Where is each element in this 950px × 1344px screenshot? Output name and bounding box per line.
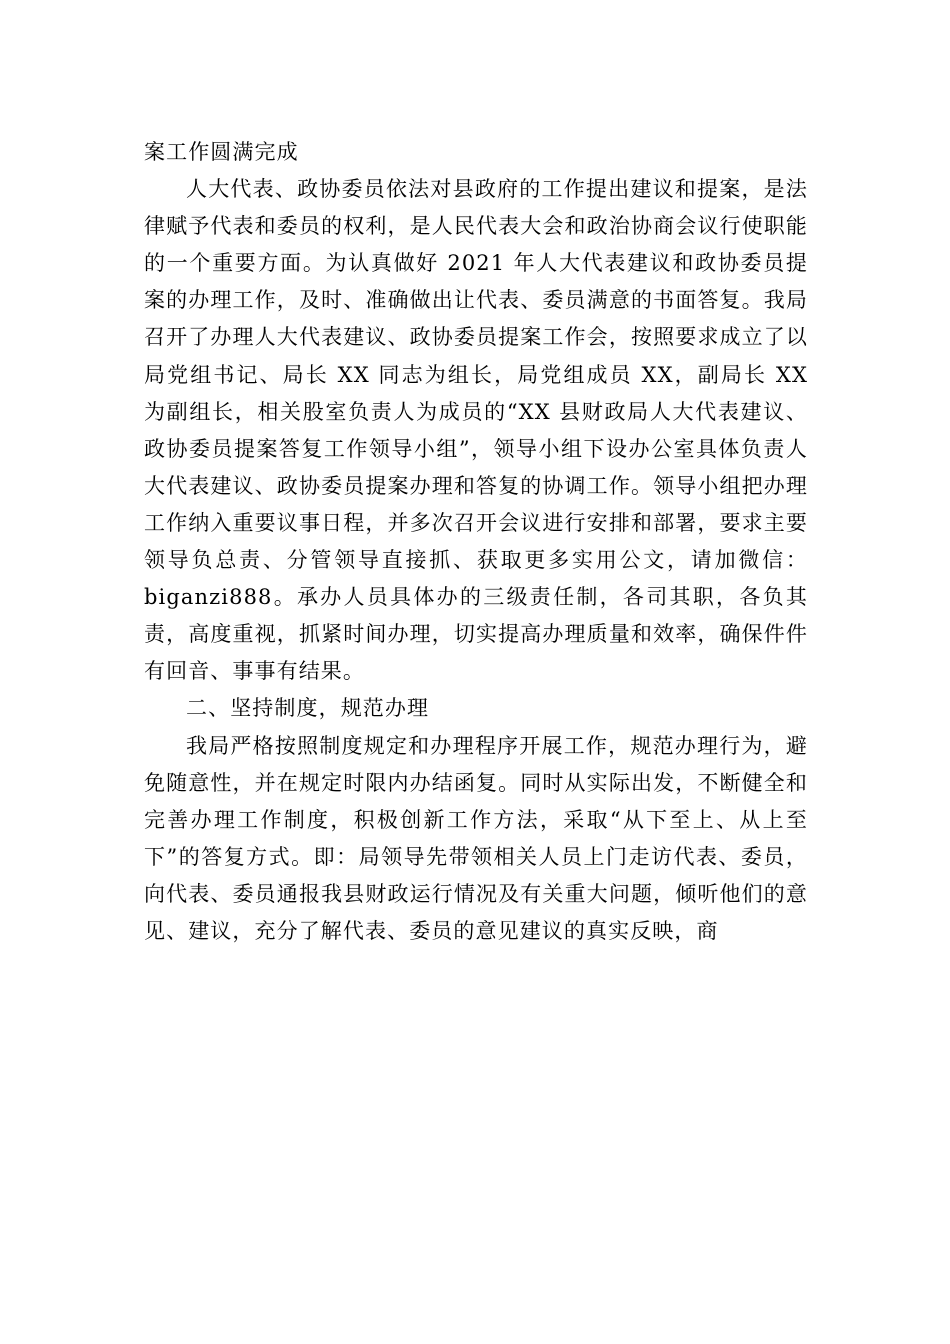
section-heading-institutional-handling: 二、坚持制度，规范办理 — [186, 696, 430, 721]
paragraph-representatives-proposals: 人大代表、政协委员依法对县政府的工作提出建议和提案，是法律赋予代表和委员的权利，是人民代表大会和政治协商会议行使职能的一个重要方面。为认真做好 2021 年人大代表建议和政协委员提案的办理工作，及时、准确做出让代表、委员满意的书面答复。我局召开了办理人大代表建议、政协委员提案工作会，按照要求成立了以局党组书记、局长 XX 同志为组长，局党组成员 XX，副局长 XX 为副组长，相关股室负责人为成员的“XX 县财政局人大代表建议、政协委员提案答复工作领导小组”，领导小组下设办公室具体负责人大代表建议、政协委员提案办理和答复的协调工作。领导小组把办理工作纳入重要议事日程，并多次召开会议进行安排和部署，要求主要领导负总责、分管领导直接抓、获取更多实用公文，请加微信：biganzi888。承办人员具体办的三级责任制，各司其职，各负其责，高度重视，抓紧时间办理，切实提高办理质量和效率，确保件件有回音、事事有结果。 — [144, 177, 808, 684]
paragraph-handling-procedure: 我局严格按照制度规定和办理程序开展工作，规范办理行为，避免随意性，并在规定时限内办结函复。同时从实际出发，不断健全和完善办理工作制度，积极创新工作方法，采取“从下至上、从上至下”的答复方式。即：局领导先带领相关人员上门走访代表、委员，向代表、委员通报我县财政运行情况及有关重大问题，倾听他们的意见、建议，充分了解代表、委员的意见建议的真实反映，商 — [144, 733, 808, 943]
document-body — [144, 134, 808, 950]
paragraph-continuation: 案工作圆满完成 — [144, 140, 299, 164]
